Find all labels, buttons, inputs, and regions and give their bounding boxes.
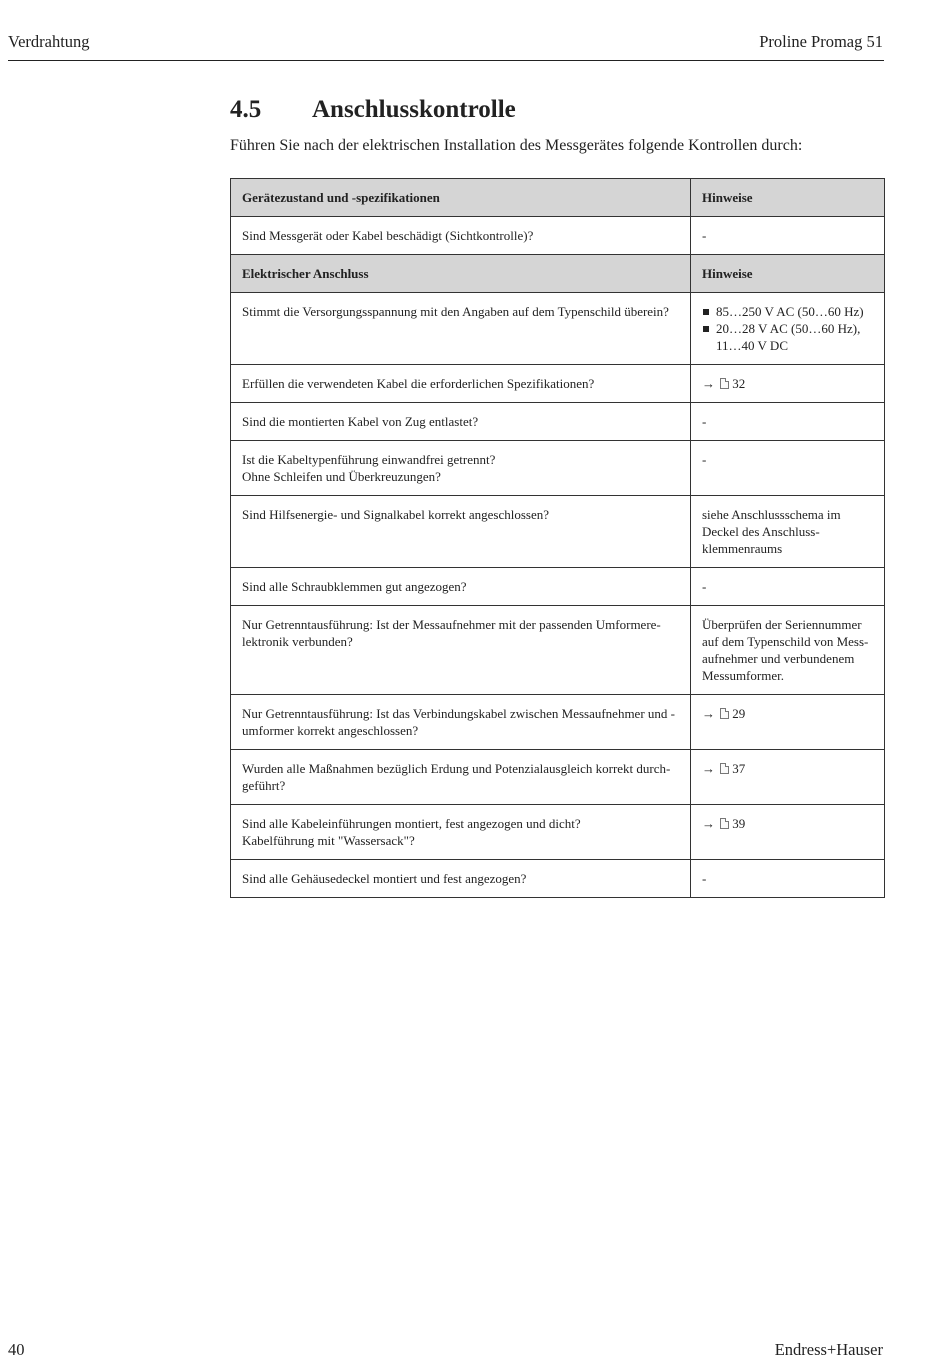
note-cell — [691, 750, 885, 805]
footer-brand: Endress+Hauser — [774, 1340, 883, 1359]
table-row — [231, 293, 885, 365]
note-cell: - — [691, 568, 885, 606]
list-item: 85…250 V AC (50…60 Hz) — [702, 303, 874, 320]
list-item: 20…28 V AC (50…60 Hz), 11…40 V DC — [702, 320, 874, 354]
arrow-right-icon: → — [702, 706, 715, 721]
note-cell: Überprüfen der Seriennummer auf dem Typenschild von Mess-aufnehmer und verbundenem Messumformer. — [691, 606, 885, 695]
table-row — [231, 496, 885, 568]
table-row — [231, 441, 885, 496]
table-row — [231, 695, 885, 750]
check-line: Kabelführung mit "Wassersack"? — [242, 833, 415, 848]
checklist-table — [230, 178, 885, 898]
page-reference — [702, 816, 745, 831]
note-cell: siehe Anschlussschema im Deckel des Anschluss-klemmenraums — [691, 496, 885, 568]
note-cell — [691, 293, 885, 365]
header-cell-electrical: Elektrischer Anschluss — [231, 255, 691, 293]
header-cell-notes: Hinweise — [691, 255, 885, 293]
intro-paragraph: Führen Sie nach der elektrischen Installation des Messgerätes folgende Kontrollen durch: — [230, 137, 803, 154]
table-row — [231, 860, 885, 898]
page-icon — [720, 763, 729, 774]
section-number: 4.5 — [230, 96, 262, 123]
table-row — [231, 217, 885, 255]
arrow-right-icon: → — [702, 761, 715, 776]
arrow-right-icon: → — [702, 376, 715, 391]
section-heading — [230, 96, 516, 124]
page-reference — [702, 706, 745, 721]
check-cell: Sind Hilfsenergie- und Signalkabel korrekt angeschlossen? — [231, 496, 691, 568]
check-cell: Sind die montierten Kabel von Zug entlastet? — [231, 403, 691, 441]
note-cell — [691, 695, 885, 750]
check-cell: Sind alle Schraubklemmen gut angezogen? — [231, 568, 691, 606]
check-cell — [231, 441, 691, 496]
page-number: 40 — [8, 1340, 25, 1359]
table-row — [231, 365, 885, 403]
page-icon — [720, 818, 729, 829]
section-title: Anschlusskontrolle — [312, 96, 516, 123]
table-header-row — [231, 255, 885, 293]
check-cell: Stimmt die Versorgungsspannung mit den Angaben auf dem Typenschild überein? — [231, 293, 691, 365]
page-number-ref: 39 — [732, 816, 746, 831]
check-cell: Wurden alle Maßnahmen bezüglich Erdung und Potenzialausgleich korrekt durch-geführt? — [231, 750, 691, 805]
note-cell: - — [691, 217, 885, 255]
check-cell: Erfüllen die verwendeten Kabel die erforderlichen Spezifikationen? — [231, 365, 691, 403]
check-line: Ist die Kabeltypenführung einwandfrei getrennt? — [242, 452, 496, 467]
note-cell: - — [691, 441, 885, 496]
table-row — [231, 403, 885, 441]
page-number-ref: 37 — [732, 761, 746, 776]
check-line: Ohne Schleifen und Überkreuzungen? — [242, 469, 441, 484]
header-rule — [8, 60, 884, 61]
header-cell-notes: Hinweise — [691, 179, 885, 217]
table-header-row — [231, 179, 885, 217]
check-line: Sind alle Kabeleinführungen montiert, fest angezogen und dicht? — [242, 816, 581, 831]
page-number-ref: 32 — [732, 376, 746, 391]
running-header-product: Proline Promag 51 — [759, 32, 883, 51]
page-number-ref: 29 — [732, 706, 746, 721]
page-icon — [720, 378, 729, 389]
table-row — [231, 568, 885, 606]
table-row — [231, 606, 885, 695]
note-cell: - — [691, 403, 885, 441]
page-icon — [720, 708, 729, 719]
header-cell-device: Gerätezustand und -spezifikationen — [231, 179, 691, 217]
check-cell: Nur Getrenntausführung: Ist der Messaufnehmer mit der passenden Umformere-lektronik verbunden? — [231, 606, 691, 695]
voltage-list — [702, 303, 874, 354]
table-row — [231, 750, 885, 805]
check-cell: Sind Messgerät oder Kabel beschädigt (Sichtkontrolle)? — [231, 217, 691, 255]
check-cell: Nur Getrenntausführung: Ist das Verbindungskabel zwischen Messaufnehmer und -umformer korrekt angeschlossen? — [231, 695, 691, 750]
note-cell: - — [691, 860, 885, 898]
note-cell — [691, 805, 885, 860]
table-row — [231, 805, 885, 860]
note-cell — [691, 365, 885, 403]
check-cell — [231, 805, 691, 860]
page-reference — [702, 761, 745, 776]
check-cell: Sind alle Gehäusedeckel montiert und fest angezogen? — [231, 860, 691, 898]
running-header-section: Verdrahtung — [8, 32, 90, 51]
page-reference — [702, 376, 745, 391]
arrow-right-icon: → — [702, 816, 715, 831]
